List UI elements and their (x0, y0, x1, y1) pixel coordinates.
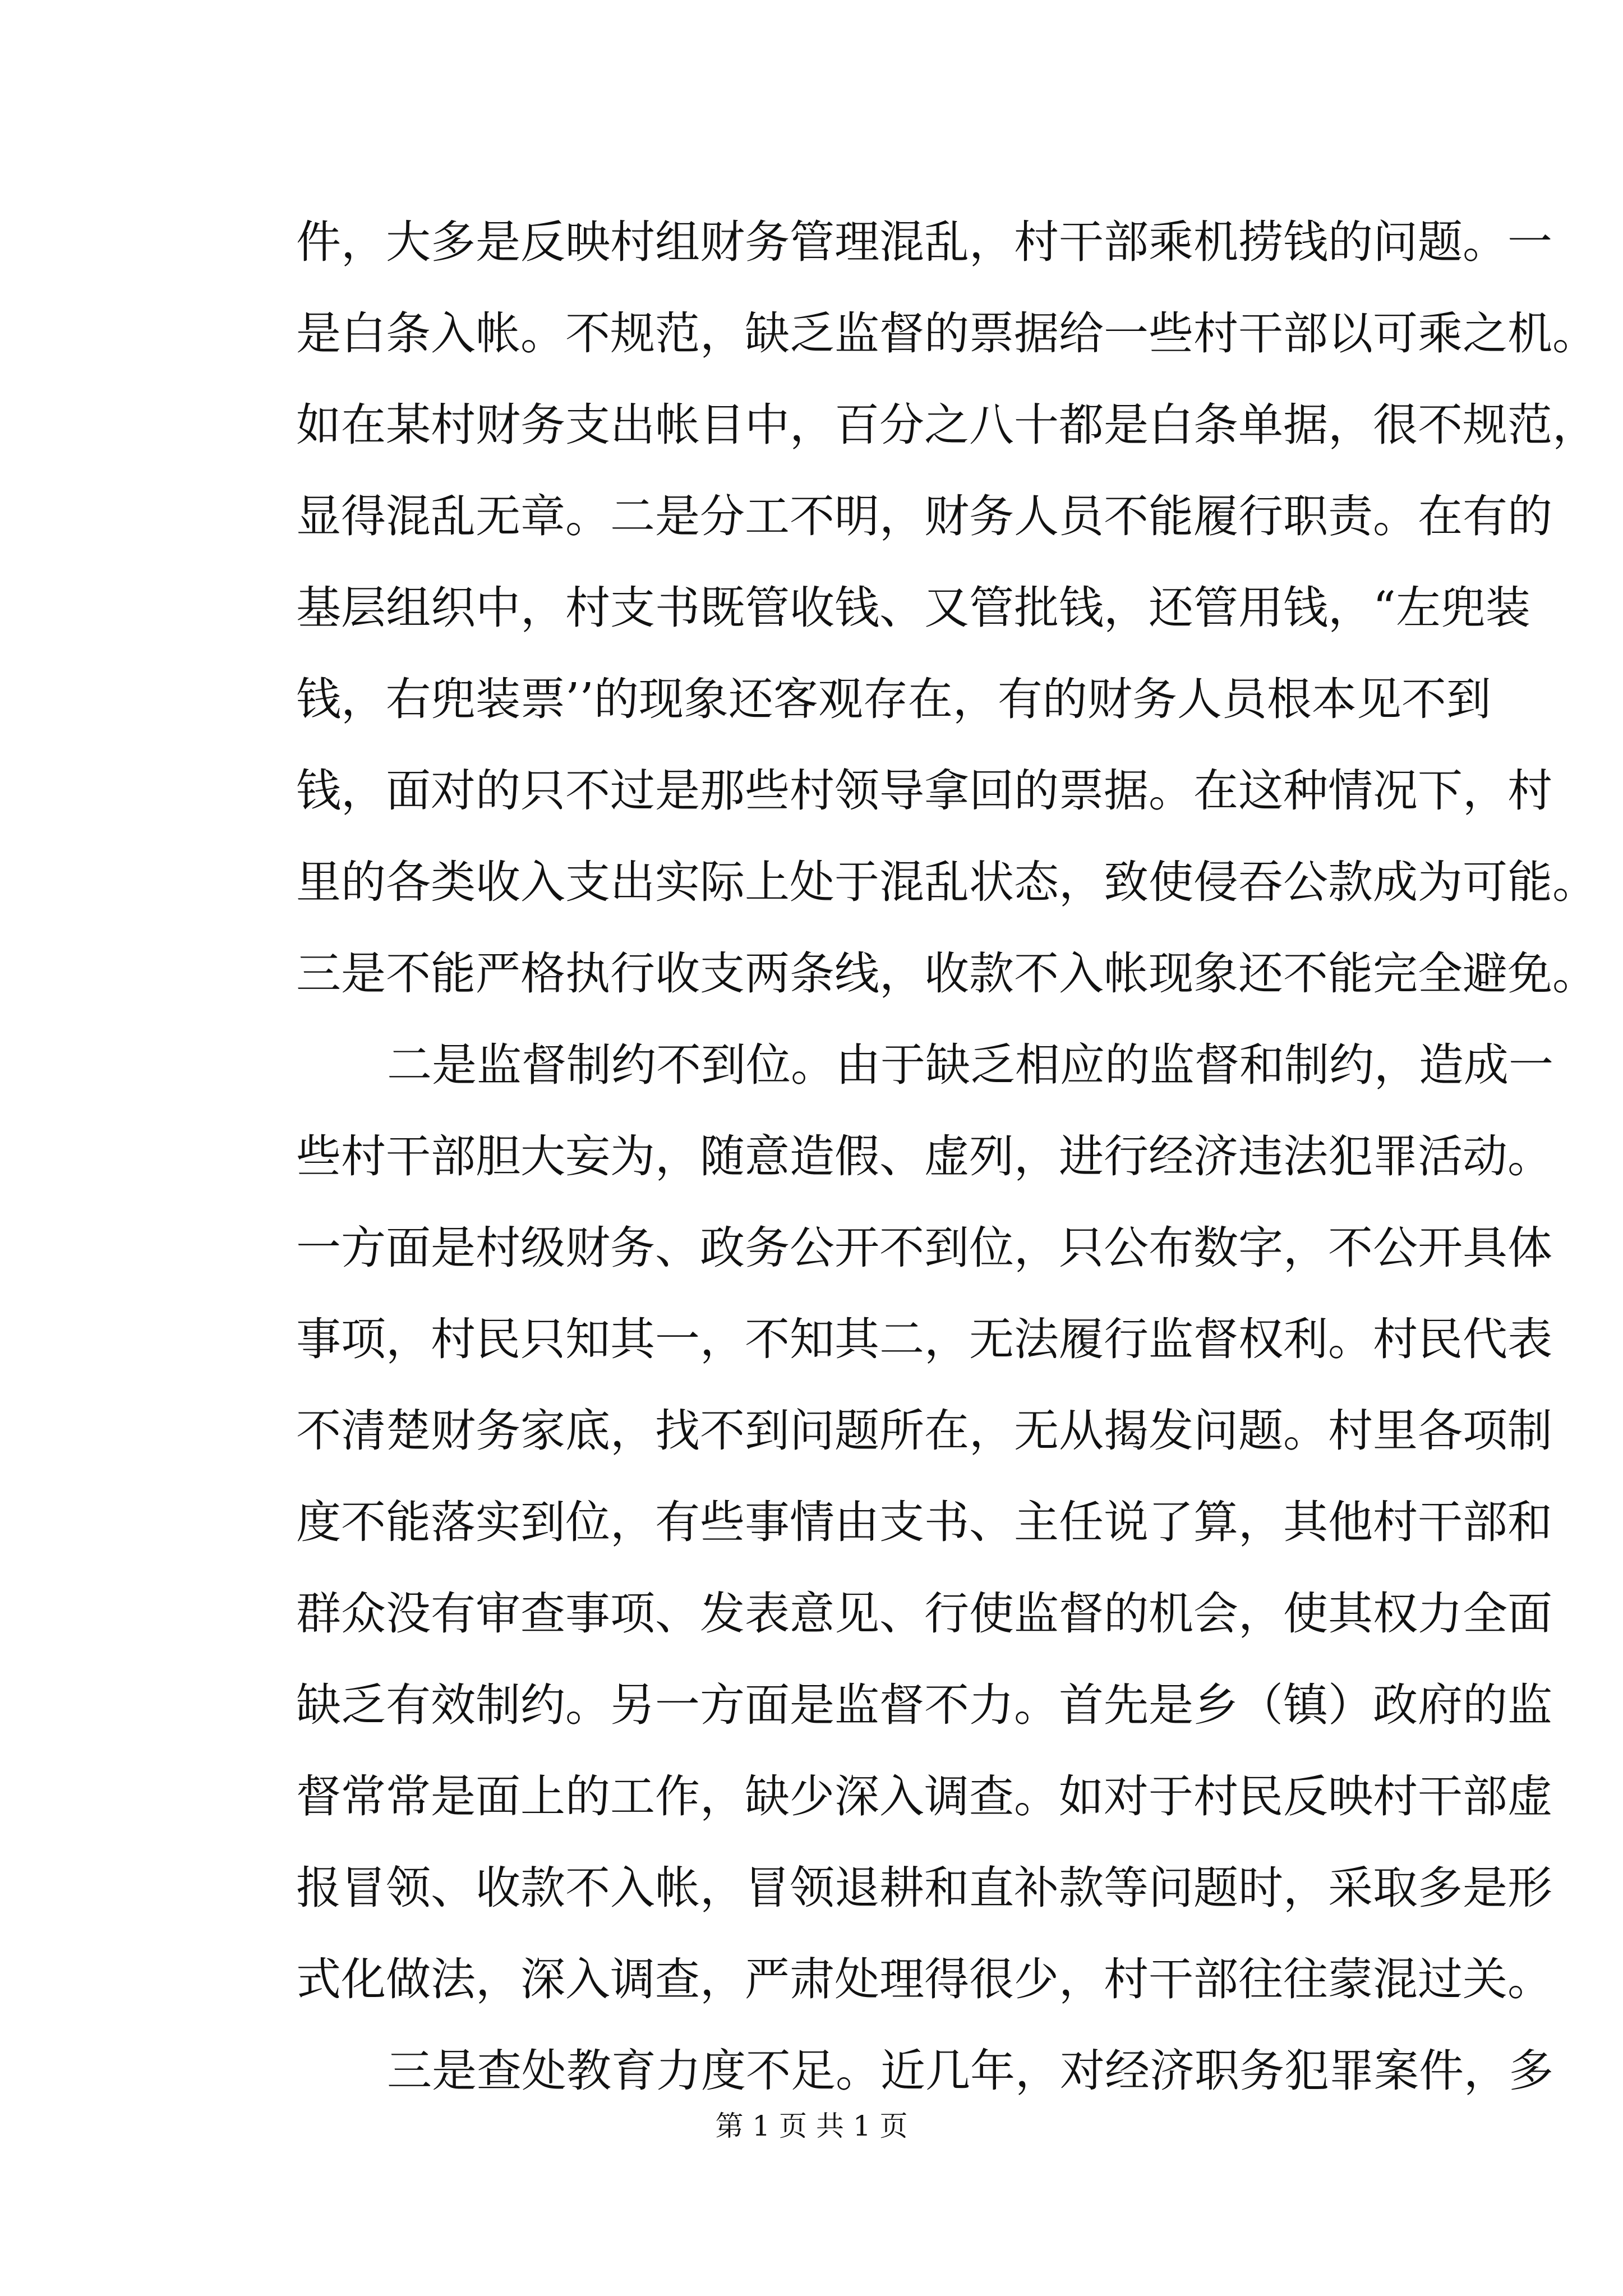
text-line: 式化做法，深入调查，严肃处理得很少，村干部往往蒙混过关。 (296, 1953, 1552, 2005)
text-line: 基层组织中，村支书既管收钱、又管批钱，还管用钱，“左兜装 (296, 582, 1530, 634)
text-line: 里的各类收入支出实际上处于混乱状态，致使侵吞公款成为可能。 (296, 856, 1597, 908)
text-line: 三是查处教育力度不足。近几年，对经济职务犯罪案件，多 (387, 2045, 1553, 2097)
text-line: 件，大多是反映村组财务管理混乱，村干部乘机捞钱的问题。一 (296, 216, 1552, 268)
text-line: 三是不能严格执行收支两条线，收款不入帐现象还不能完全避免。 (296, 947, 1597, 1000)
text-line: 二是监督制约不到位。由于缺乏相应的监督和制约，造成一 (387, 1039, 1553, 1091)
text-line: 缺乏有效制约。另一方面是监督不力。首先是乡（镇）政府的监 (296, 1679, 1552, 1731)
text-line: 度不能落实到位，有些事情由支书、主任说了算，其他村干部和 (296, 1496, 1552, 1548)
text-line: 些村干部胆大妄为，随意造假、虚列，进行经济违法犯罪活动。 (296, 1130, 1552, 1182)
text-line: 群众没有审查事项、发表意见、行使监督的机会，使其权力全面 (296, 1588, 1552, 1640)
text-line: 一方面是村级财务、政务公开不到位，只公布数字，不公开具体 (296, 1222, 1552, 1274)
text-line: 显得混乱无章。二是分工不明，财务人员不能履行职责。在有的 (296, 490, 1552, 542)
text-line: 钱，面对的只不过是那些村领导拿回的票据。在这种情况下，村 (296, 765, 1552, 817)
text-line: 报冒领、收款不入帐，冒领退耕和直补款等问题时，采取多是形 (296, 1862, 1552, 1914)
text-line: 督常常是面上的工作，缺少深入调查。如对于村民反映村干部虚 (296, 1770, 1552, 1823)
text-line: 钱，右兜装票’’的现象还客观存在，有的财务人员根本见不到 (296, 673, 1491, 725)
text-line: 是白条入帐。不规范，缺乏监督的票据给一些村干部以可乘之机。 (296, 307, 1597, 360)
text-line: 如在某村财务支出帐目中，百分之八十都是白条单据，很不规范， (296, 399, 1597, 451)
text-line: 不清楚财务家底，找不到问题所在，无从揭发问题。村里各项制 (296, 1405, 1552, 1457)
page-footer: 第 1 页 共 1 页 (715, 2110, 908, 2142)
text-line: 事项，村民只知其一，不知其二，无法履行监督权利。村民代表 (296, 1313, 1552, 1365)
